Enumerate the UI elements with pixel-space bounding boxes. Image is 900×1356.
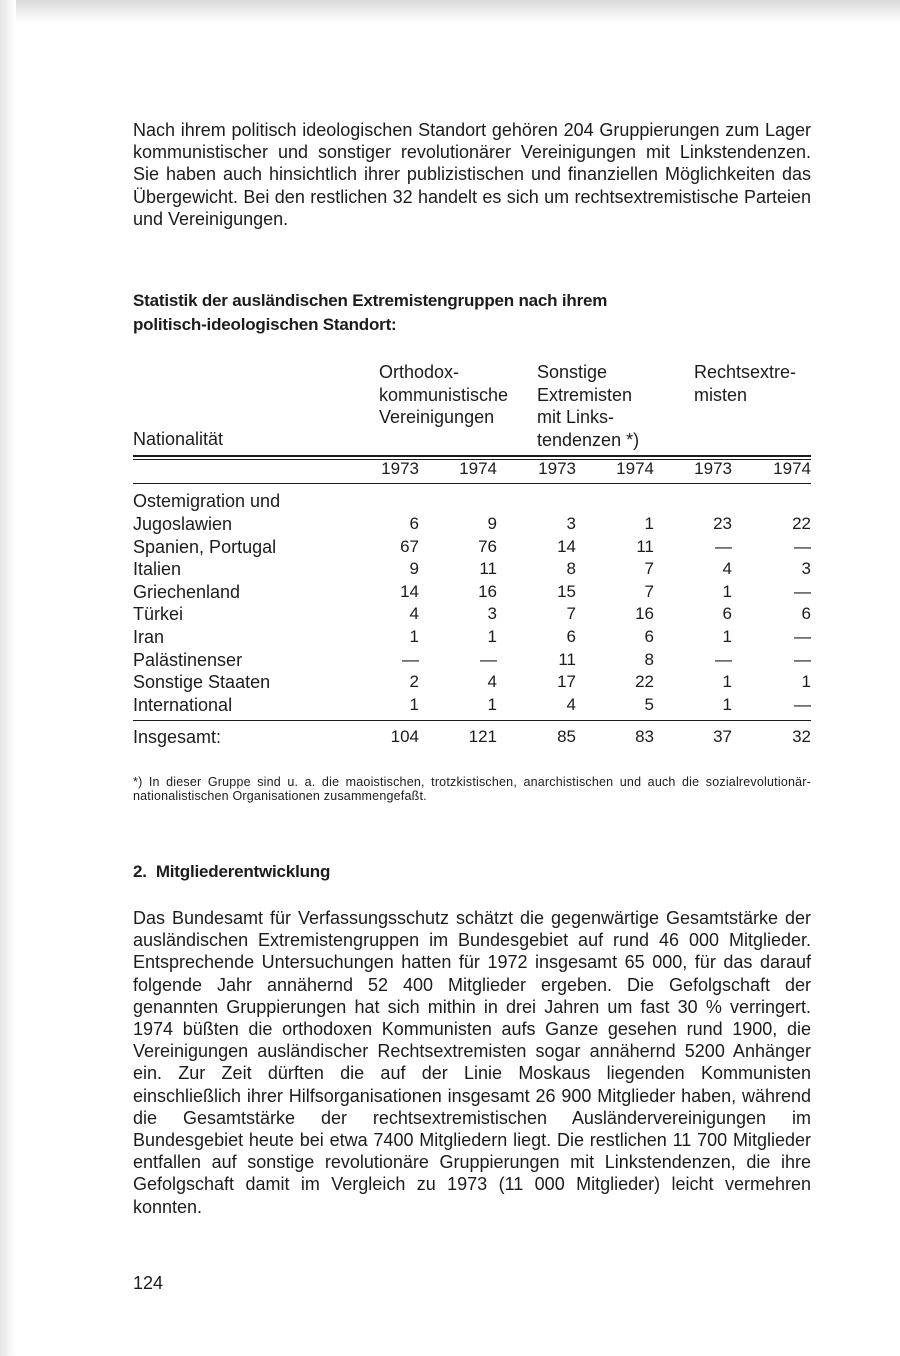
total-label: Insgesamt: [133, 727, 222, 747]
table-cell: 3 [487, 604, 497, 623]
table-cell: 67 [400, 537, 419, 556]
table-cell: 1 [722, 695, 732, 714]
table-rule-below-years [133, 483, 811, 484]
table-cell: 4 [409, 604, 419, 623]
table-cell: 9 [409, 559, 419, 578]
row-label: Türkei [133, 604, 184, 624]
table-cell: 22 [635, 672, 654, 691]
table-cell: 14 [400, 582, 419, 601]
table-cell: — [794, 582, 811, 601]
row-label: Sonstige Staaten [133, 672, 271, 692]
table-title-line-2: politisch-ideologischen Standort: [133, 315, 397, 334]
table-cell: 11 [479, 559, 497, 578]
table-cell: 3 [566, 514, 576, 533]
table-cell: 1 [722, 672, 732, 691]
table-cell: — [794, 627, 811, 646]
row-label: Jugoslawien [133, 514, 233, 534]
table-cell: 8 [566, 559, 576, 578]
year-header: 1973 [381, 459, 419, 478]
table-cell: 4 [722, 559, 732, 578]
scan-shadow-left [0, 0, 16, 1356]
table-cell: 4 [487, 672, 497, 691]
scan-shadow-top [0, 0, 900, 22]
year-header: 1974 [773, 459, 811, 478]
table-title-line-1: Statistik der ausländischen Extremistengruppen nach ihrem [133, 291, 608, 310]
table-rule-double-top [133, 455, 811, 457]
table-footnote: *) In dieser Gruppe sind u. a. die maoistischen, trotzkistischen, anarchistischen und auch die sozialrevolutionär-nationalistischen Organisationen zusammengefaßt. [133, 775, 811, 803]
table-cell: 76 [478, 537, 497, 556]
table-cell: 3 [801, 559, 811, 578]
column-group-orthodox-communist: Orthodox- kommunistische Vereinigungen [379, 362, 509, 427]
total-cell: 85 [557, 727, 576, 746]
total-cell: 37 [713, 727, 732, 746]
section-heading: 2. Mitgliederentwicklung [133, 862, 331, 881]
table-cell: 7 [644, 559, 654, 578]
row-label: Spanien, Portugal [133, 537, 277, 557]
table-rule-above-total [133, 720, 811, 721]
table-cell: 22 [792, 514, 811, 533]
section-paragraph: Das Bundesamt für Verfassungsschutz schätzt die gegenwärtige Gesamtstärke der ausländischen Extremistengruppen im Bundesgebiet auf rund 46 000 Mitglieder. Entsprechende Untersuchungen hatten für 1972 insgesamt 65 000, für das darauf folgende Jahr annähernd 52 400 Mitglieder ergeben. Die Gefolgschaft der genannten Gruppierungen hat sich mithin in drei Jahren um fast 30 % verringert. 1974 büßten die orthodoxen Kommunisten aufs Ganze gesehen rund 1900, die Vereinigungen ausländischer Rechtsextremisten sogar annähernd 5200 Anhänger ein. Zur Zeit dürften die auf der Linie Moskaus liegenden Kommunisten einschließlich ihrer Hilfsorganisationen insgesamt 26 900 Mitglieder haben, während die Gesamtstärke der rechtsextremistischen Ausländervereinigungen im Bundesgebiet heute bei etwa 7400 Mitgliedern liegt. Die restlichen 11 700 Mitglieder entfallen auf sonstige revolutionäre Gruppierungen mit Linkstendenzen, die ihre Gefolgschaft damit im Vergleich zu 1973 (11 000 Mitglieder) leicht vermehren konnten. [133, 908, 811, 1217]
table-title [133, 289, 733, 337]
table-cell: 1 [409, 627, 419, 646]
table-cell: 7 [566, 604, 576, 623]
table-cell: 6 [409, 514, 419, 533]
table-cell: 6 [566, 627, 576, 646]
table-cell: 11 [636, 537, 654, 556]
table-cell: 6 [722, 604, 732, 623]
column-group-right-extremists: Rechtsextre- misten [694, 362, 797, 405]
table-cell: 15 [557, 582, 576, 601]
page-number: 124 [133, 1273, 164, 1293]
row-label-line-1: Ostemigration und [133, 491, 281, 511]
table-cell: 1 [487, 695, 497, 714]
total-cell: 32 [792, 727, 811, 746]
table-cell: — [794, 695, 811, 714]
table-cell: — [794, 537, 811, 556]
table-cell: 1 [644, 514, 654, 533]
row-label: International [133, 695, 233, 715]
intro-paragraph: Nach ihrem politisch ideologischen Standort gehören 204 Gruppierungen zum Lager kommunistischer und sonstiger revolutionärer Vereinigungen mit Linkstendenzen. Sie haben auch hinsichtlich ihrer publizistischen und finanziellen Möglichkeiten das Übergewicht. Bei den restlichen 32 handelt es sich um rechtsextremistische Parteien und Vereinigungen. [133, 120, 811, 229]
table-cell: 6 [644, 627, 654, 646]
table-cell: 5 [644, 695, 654, 714]
row-header-nationality: Nationalität [133, 429, 224, 449]
table-cell: 1 [409, 695, 419, 714]
table-cell: — [715, 650, 732, 669]
year-header: 1974 [616, 459, 654, 478]
table-cell: — [402, 650, 419, 669]
table-cell: 11 [558, 650, 576, 669]
table-cell: 1 [487, 627, 497, 646]
table-cell: 16 [635, 604, 654, 623]
table-cell: 1 [722, 582, 732, 601]
total-cell: 121 [468, 727, 497, 746]
table-cell: 6 [801, 604, 811, 623]
table-cell: 16 [478, 582, 497, 601]
table-cell: — [715, 537, 732, 556]
table-cell: 9 [487, 514, 497, 533]
row-label: Italien [133, 559, 182, 579]
table-cell: 4 [566, 695, 576, 714]
year-header: 1974 [459, 459, 497, 478]
table-cell: 8 [644, 650, 654, 669]
year-header: 1973 [694, 459, 732, 478]
table-cell: 17 [557, 672, 576, 691]
row-label: Palästinenser [133, 650, 243, 670]
table-cell: 14 [557, 537, 576, 556]
row-label: Griechenland [133, 582, 241, 602]
column-group-other-extremists: Sonstige Extremisten mit Links- tendenzen *) [537, 362, 640, 450]
year-header: 1973 [538, 459, 576, 478]
row-label: Iran [133, 627, 165, 647]
total-cell: 104 [390, 727, 419, 746]
table-cell: 7 [644, 582, 654, 601]
table-cell: 1 [722, 627, 732, 646]
table-cell: 2 [409, 672, 419, 691]
table-cell: 1 [801, 672, 811, 691]
table-cell: 23 [713, 514, 732, 533]
table-cell: — [480, 650, 497, 669]
total-cell: 83 [635, 727, 654, 746]
table-cell: — [794, 650, 811, 669]
